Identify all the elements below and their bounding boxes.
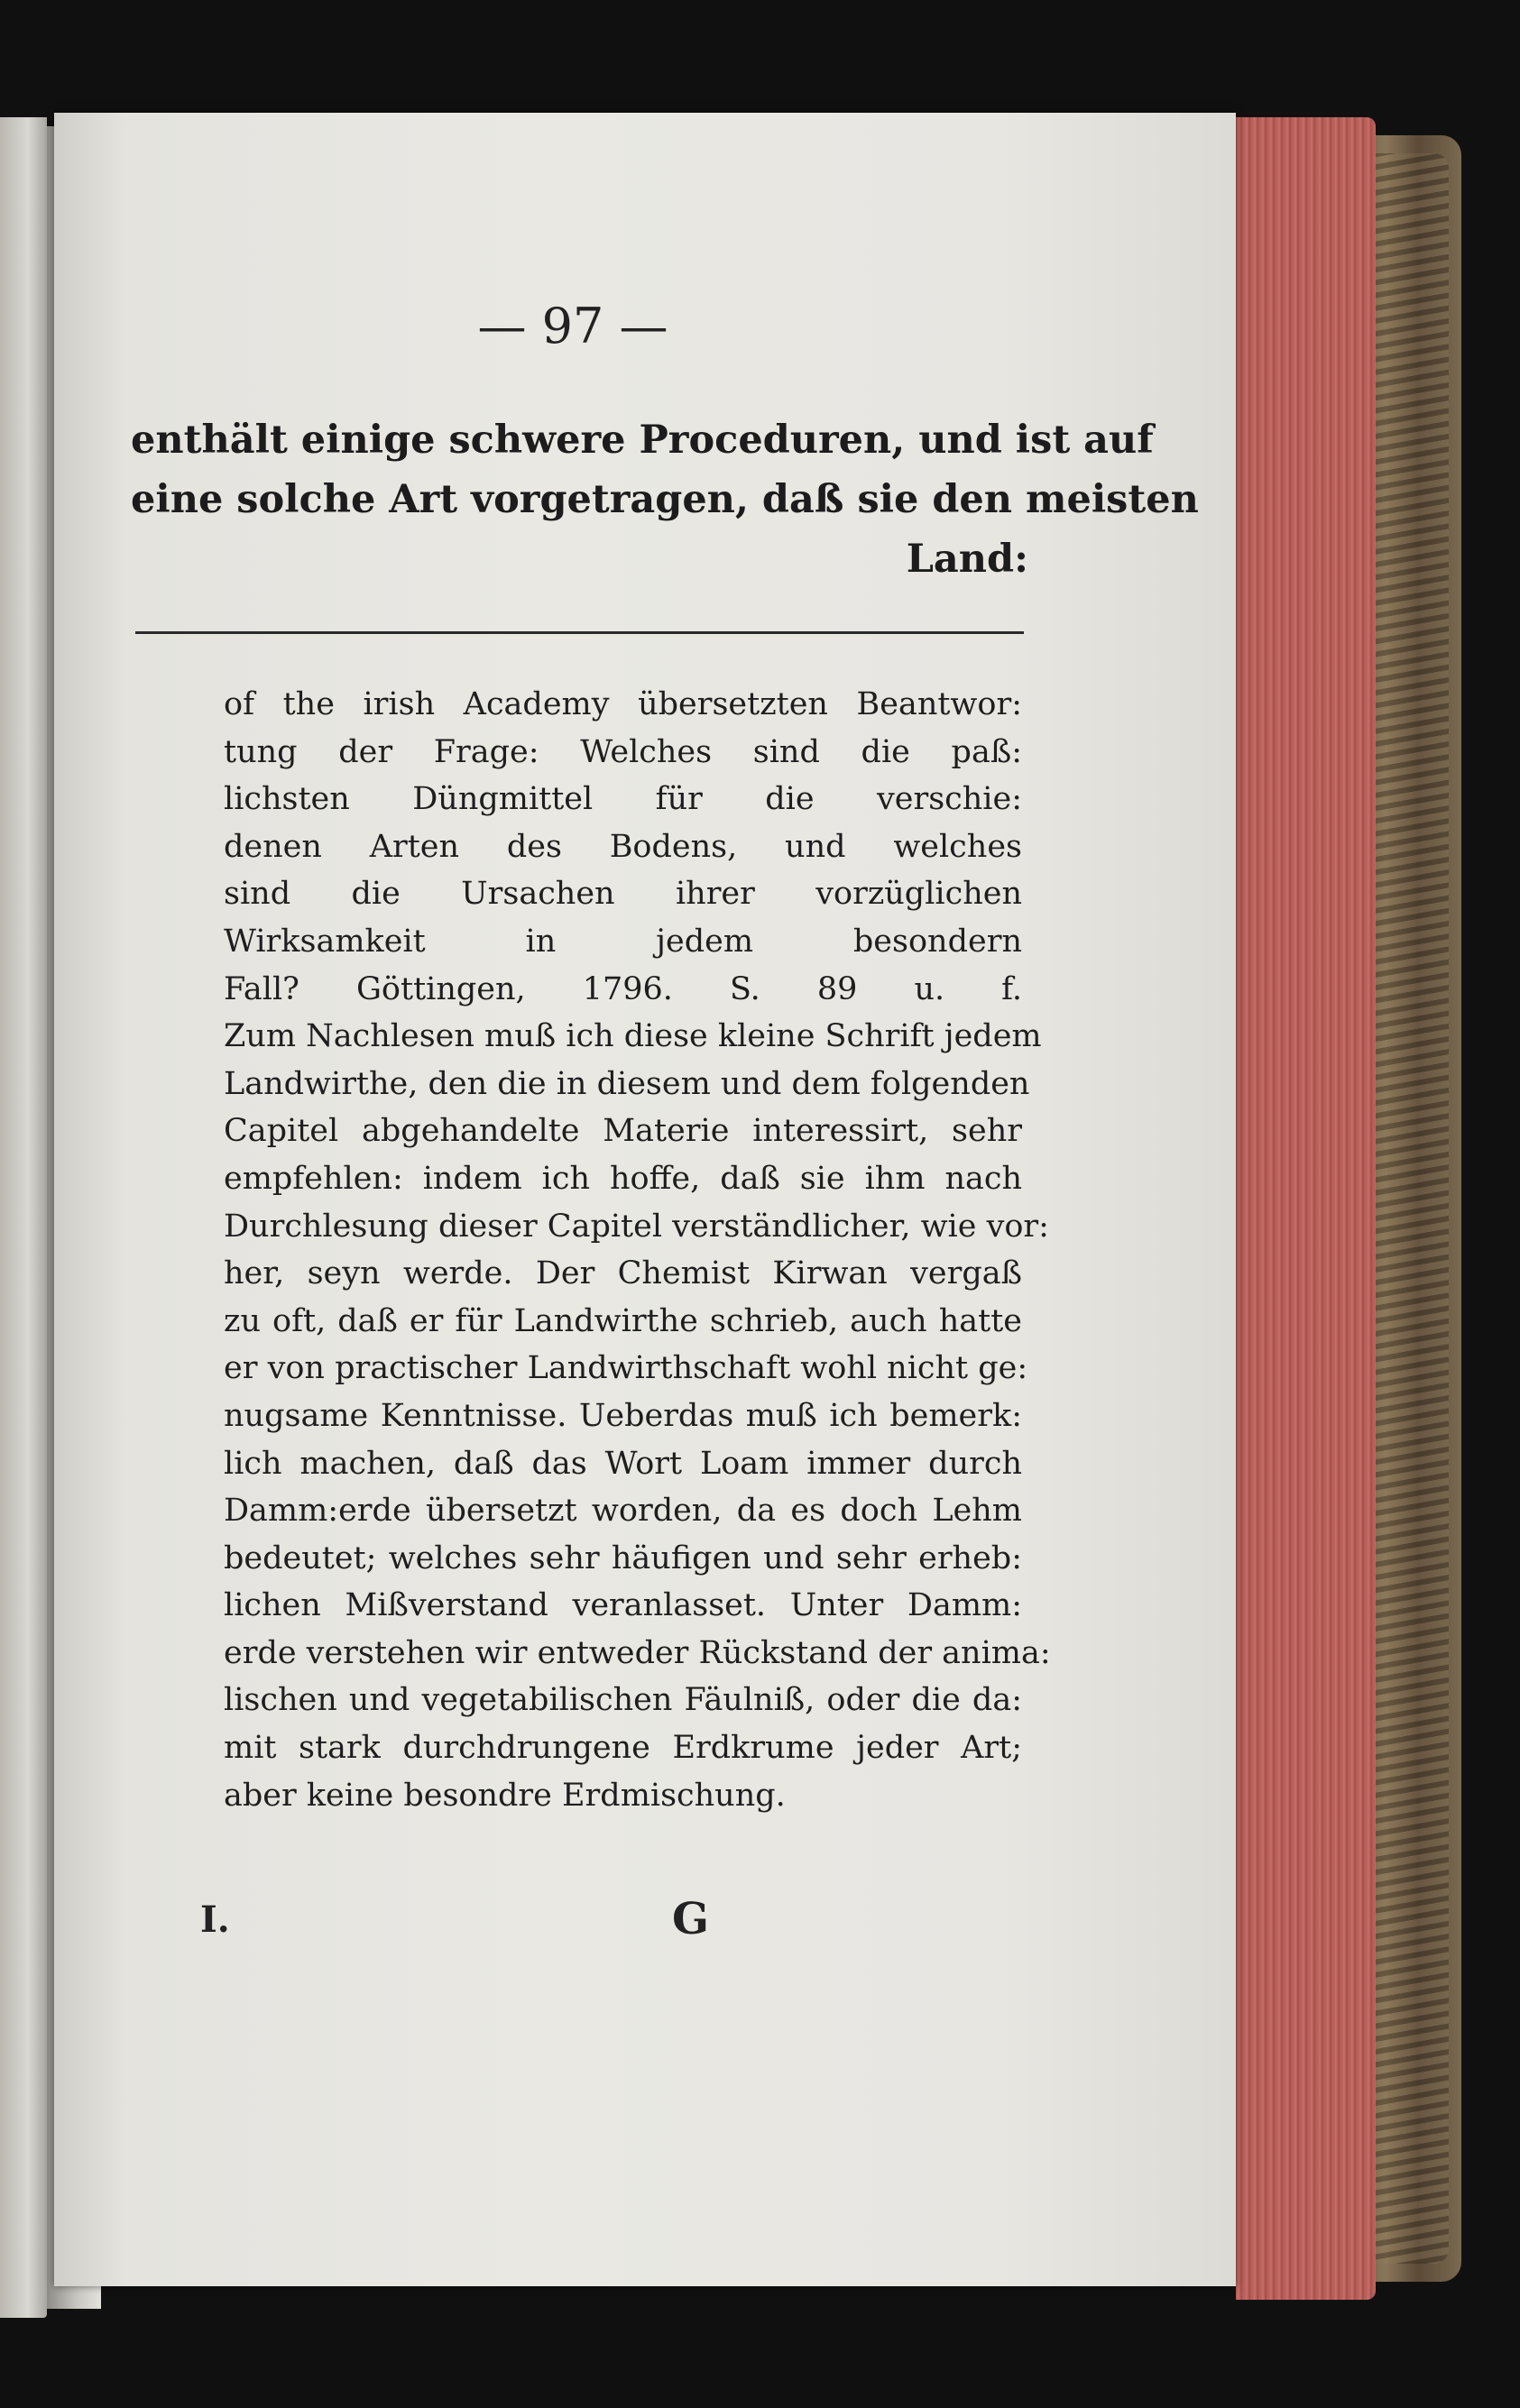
footnote-line: lichen Mißverstand veranlasset. Unter Damm: [224,1587,1022,1624]
footnote-line: lichsten Düngmittel für die verschie: [224,781,1022,818]
text-line-catchword: Land: [906,537,1028,582]
footnote-line: Durchlesung dieser Capitel verständlicher, wie vor: [224,1208,1049,1245]
footnote-line: mit stark durchdrungene Erdkrume jeder Art; [224,1730,1022,1767]
footnote-line: denen Arten des Bodens, und welches [224,828,1022,865]
footnote-line: tung der Frage: Welches sind die paß: [224,733,1022,770]
text-line: eine solche Art vorgetragen, daß sie den meisten [131,477,1199,522]
footnote-line: Wirksamkeit in jedem besondern [224,923,1022,960]
footnote-line: Landwirthe, den die in diesem und dem folgenden [224,1065,1030,1102]
signature-mark: I. [200,1898,230,1941]
footnote-line: Zum Nachlesen muß ich diese kleine Schrift jedem [224,1018,1042,1055]
footnote-line: Damm:erde übersetzt worden, da es doch Lehm [224,1493,1022,1530]
footnote-line: Capitel abgehandelte Materie interessirt, sehr [224,1113,1022,1150]
footnote-line: lischen und vegetabilischen Fäulniß, oder die da: [224,1682,1022,1719]
footnote-text [224,681,1051,1819]
footnote-line: lich machen, daß das Wort Loam immer durch [224,1445,1022,1482]
footnote-line: her, seyn werde. Der Chemist Kirwan vergaß [224,1255,1022,1292]
previous-page-edge [0,117,47,2318]
footnote-line: empfehlen: indem ich hoffe, daß sie ihm nach [224,1160,1022,1197]
gathering-mark: G [672,1894,709,1944]
footnote-line: of the irish Academy übersetzten Beantwor: [224,686,1022,722]
footnote-line: Fall? Göttingen, 1796. S. 89 u. f. [224,970,1022,1007]
page-block-edge [1236,117,1376,2300]
page-number: — 97 — [477,298,668,354]
footnote-line: sind die Ursachen ihrer vorzüglichen [224,876,1022,913]
main-text [131,410,1199,589]
footnote-line: nugsame Kenntnisse. Ueberdas muß ich bemerk: [224,1397,1022,1434]
text-line: enthält einige schwere Proceduren, und ist auf [131,418,1154,463]
footnote-line: er von practischer Landwirthschaft wohl nicht ge: [224,1350,1028,1387]
footnote-line: erde verstehen wir entweder Rückstand der anima: [224,1634,1051,1671]
footnote-line: zu oft, daß er für Landwirthe schrieb, auch hatte [224,1302,1022,1339]
footnote-line: bedeutet; welches sehr häufigen und sehr erheb: [224,1539,1022,1576]
footnote-separator-rule [135,631,1024,634]
footnote-line: aber keine besondre Erdmischung. [224,1777,786,1814]
